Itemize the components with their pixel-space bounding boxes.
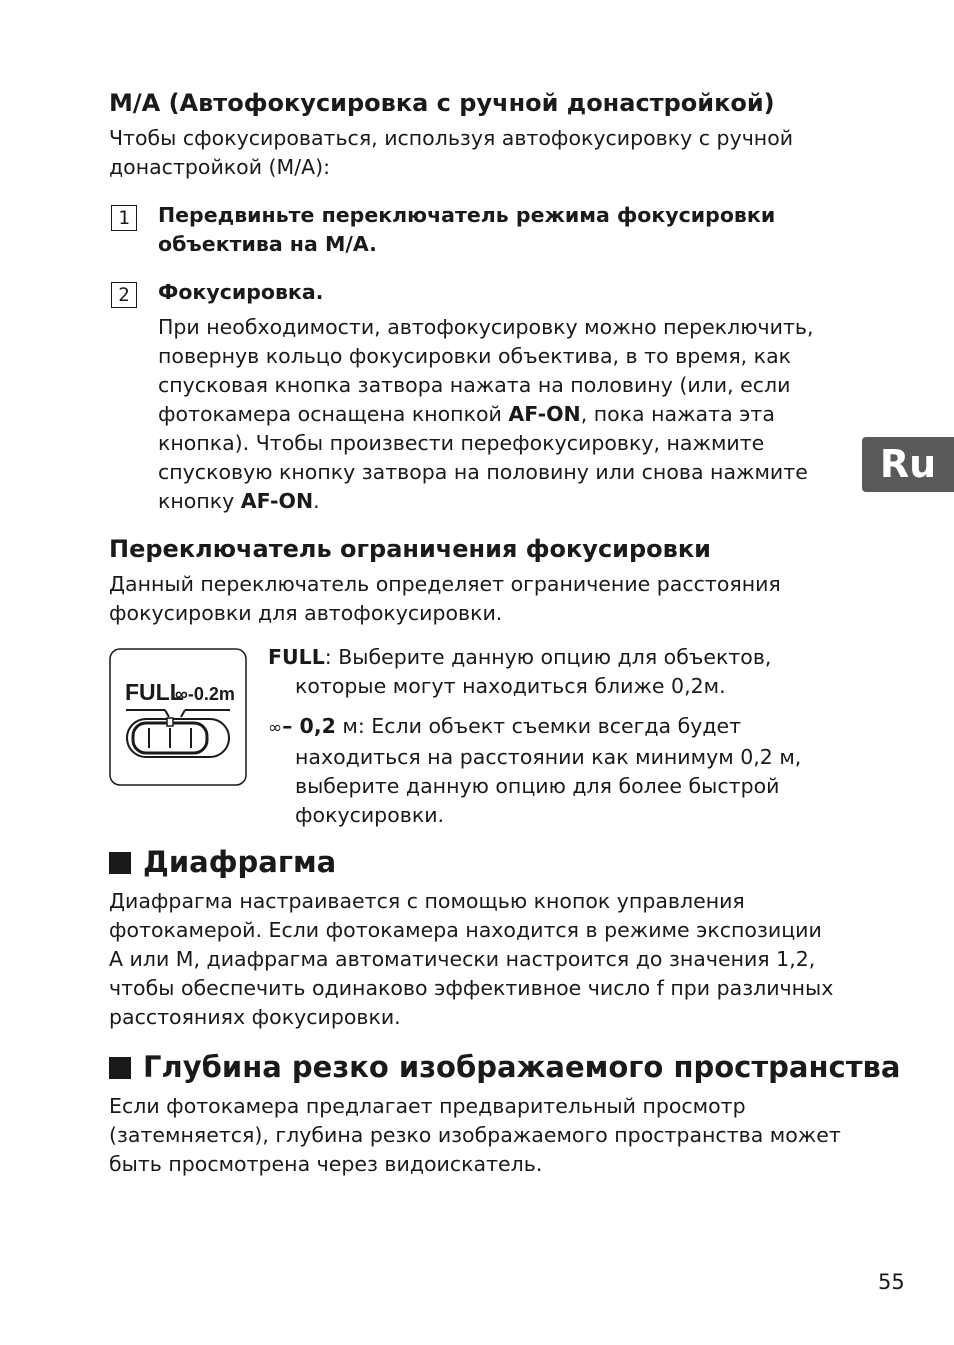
step-1-title bbox=[158, 201, 858, 259]
aperture-line: Диафрагма настраивается с помощью кнопок управления bbox=[109, 889, 745, 913]
square-bullet-icon bbox=[109, 1057, 131, 1079]
af-on-label: AF-ON bbox=[508, 402, 581, 426]
dof-line: Если фотокамера предлагает предварительный просмотр bbox=[109, 1094, 746, 1118]
text-run: : Выберите данную опцию для объектов, bbox=[324, 645, 772, 669]
step-2-title: Фокусировка. bbox=[158, 280, 324, 304]
step-number-2: 2 bbox=[111, 282, 137, 308]
step-1-title-line: Передвиньте переключатель режима фокусировки bbox=[158, 203, 776, 227]
text-run: . bbox=[313, 489, 320, 513]
step-2-body-line: спусковую кнопку затвора на половину или снова нажмите bbox=[158, 460, 808, 484]
dof-heading-text: Глубина резко изображаемого пространства bbox=[143, 1050, 901, 1084]
step-2-body-line: повернув кольцо фокусировки объектива, в то время, как bbox=[158, 344, 792, 368]
step-1-title-line: объектива на M/A. bbox=[158, 232, 377, 256]
option-range bbox=[268, 712, 868, 830]
switch-diagram bbox=[109, 648, 247, 786]
aperture-line: A или M, диафрагма автоматически настроится до значения 1,2, bbox=[109, 947, 816, 971]
step-2-body-line: При необходимости, автофокусировку можно переключить, bbox=[158, 315, 814, 339]
step-2-body-line: спусковая кнопка затвора нажата на половину (или, если bbox=[158, 373, 791, 397]
switch-label-full: FULL bbox=[125, 679, 184, 705]
aperture-line: расстояниях фокусировки. bbox=[109, 1005, 401, 1029]
aperture-line: чтобы обеспечить одинаково эффективное число f при различных bbox=[109, 976, 834, 1000]
step-number-1: 1 bbox=[111, 205, 137, 231]
section-heading-depth-of-field bbox=[109, 1049, 900, 1085]
switch-label-range: ∞-0.2m bbox=[175, 684, 235, 704]
text-run: кнопку bbox=[158, 489, 241, 513]
infinity-icon: ∞ bbox=[268, 718, 283, 738]
focus-limit-switch-illustration bbox=[109, 648, 247, 786]
option-full-line: которые могут находиться ближе 0,2м. bbox=[295, 674, 726, 698]
text-run: м: Если объект съемки всегда будет bbox=[335, 714, 742, 738]
option-full-line bbox=[268, 643, 868, 672]
option-full bbox=[268, 643, 868, 701]
aperture-heading-text: Диафрагма bbox=[143, 845, 337, 879]
focus-limit-intro bbox=[109, 570, 869, 628]
section-heading-aperture bbox=[109, 844, 336, 880]
dof-line: быть просмотрена через видоискатель. bbox=[109, 1152, 543, 1176]
aperture-body bbox=[109, 887, 869, 1032]
ma-intro bbox=[109, 124, 869, 182]
section-heading-ma: M/A (Автофокусировка с ручной донастройкой) bbox=[109, 89, 775, 117]
focus-limit-intro-line: Данный переключатель определяет ограничение расстояния bbox=[109, 572, 781, 596]
option-full-name: FULL bbox=[268, 645, 325, 669]
ma-intro-line: донастройкой (M/A): bbox=[109, 155, 331, 179]
step-2-body bbox=[158, 313, 848, 516]
language-tab-ru: Ru bbox=[862, 437, 954, 492]
text-run: , пока нажата эта bbox=[580, 402, 775, 426]
option-range-name: – 0,2 bbox=[282, 714, 336, 738]
focus-limit-intro-line: фокусировки для автофокусировки. bbox=[109, 601, 503, 625]
text-run: фотокамера оснащена кнопкой bbox=[158, 402, 509, 426]
dof-line: (затемняется), глубина резко изображаемого пространства может bbox=[109, 1123, 841, 1147]
step-2-body-line bbox=[158, 487, 848, 516]
step-2-body-line: кнопка). Чтобы произвести перефокусировку, нажмите bbox=[158, 431, 765, 455]
section-heading-focus-limit: Переключатель ограничения фокусировки bbox=[109, 535, 711, 563]
step-2-body-line bbox=[158, 400, 848, 429]
aperture-line: фотокамерой. Если фотокамера находится в режиме экспозиции bbox=[109, 918, 822, 942]
option-range-line: фокусировки. bbox=[295, 803, 445, 827]
ma-intro-line: Чтобы сфокусироваться, используя автофокусировку с ручной bbox=[109, 126, 794, 150]
option-range-line: находиться на расстоянии как минимум 0,2 м, bbox=[295, 745, 802, 769]
af-on-label: AF-ON bbox=[240, 489, 314, 513]
square-bullet-icon bbox=[109, 852, 131, 874]
option-range-line: выберите данную опцию для более быстрой bbox=[295, 774, 780, 798]
dof-body bbox=[109, 1092, 869, 1179]
option-range-line bbox=[268, 712, 868, 743]
page-number: 55 bbox=[878, 1270, 905, 1294]
